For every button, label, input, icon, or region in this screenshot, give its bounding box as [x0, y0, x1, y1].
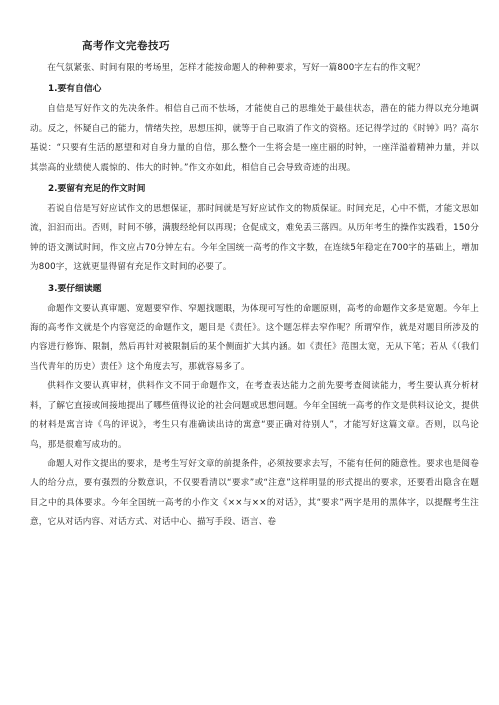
section-2-paragraph-1: 若说自信是写好应试作文的思想保证，那时间就是写好应试作文的物质保证。时间充足，心中不慌，才能文思如流，汩汩而出。否则，时间不够，满腹经纶何以再现；仓促成文，难免丢三落四。从历年考生的操作实践看，150分钟的语文测试时间，作文应占70分钟左右。今年全国统一高考的作文字数，在连续5年稳定在700字的基础上，增加为800字，这就更显得留有充足作文时间的必要了。: [30, 204, 479, 273]
section-heading-3: 3.要仔细读题: [48, 283, 102, 294]
section-3-paragraph-3: 命题人对作文提出的要求，是考生写好文章的前提条件，必须按要求去写，不能有任何的随意性。要求也是阅卷人的给分点，要有强烈的分数意识，不仅要看清以“要求”或“注意”这样明显的形式提出的要求，还要看出隐含在题目之中的具体要求。今年全国统一高考的小作文《××与××的对话》，其“要求”两字是用的黑体字，以提醒考生注意，它从对话内容、对话方式、对话中心、描写手段、语言、卷: [30, 458, 479, 528]
section-3-paragraph-1: 命题作文要认真审题、宽题要窄作、窄题找题眼，为体现可写性的命题原则，高考的命题作文多是宽题。今年上海的高考作文就是个内容宽泛的命题作文，题目是《责任》。这个题怎样去窄作呢？所谓窄作，就是对题目所涉及的内容进行修饰、限制，然后再针对被限制后的某个侧面扩大其内涵。如《责任》范围太宽，无从下笔；若从《（我们当代青年的历史）责任》这个角度去写，那就容易多了。: [30, 303, 479, 372]
document-title: 高考作文完卷技巧: [82, 40, 170, 52]
section-heading-2: 2.要留有充足的作文时间: [48, 184, 146, 195]
section-3-paragraph-2: 供料作文要认真审材，供料作文不同于命题作文，在考查表达能力之前先要考查阅读能力，考生要认真分析材料，了解它直接或间接地提出了哪些值得议论的社会问题或思想问题。今年全国统一高考的作文是供料议论文，提供的材料是寓言诗《鸟的评说》，考生只有准确读出诗的寓意“要正确对待别人”，才能写好这篇文章。否则，以鸟论鸟，那是很难写成功的。: [30, 381, 479, 450]
section-heading-1: 1.要有自信心: [48, 84, 102, 95]
section-1-paragraph-1: 自信是写好作文的先决条件。相信自己而不怯场，才能使自己的思维处于最佳状态，潜在的能力得以充分地调动。反之，怀疑自己的能力，情绪失控，思想压抑，就等于自己取消了作文的资格。还记得学过的《时钟》吗？高尔基说：“只要有生活的愿望和对自身力量的自信，那么整个一生将会是一座庄丽的时钟，一座洋溢着精神力量，并以其崇高的业绩使人震惊的、伟大的时钟。”作文亦如此，相信自己会导致奇迹的出现。: [30, 104, 479, 173]
intro-paragraph: 在气氛紧张、时间有限的考场里，怎样才能按命题人的种种要求，写好一篇800字左右的作文呢？: [47, 63, 425, 73]
